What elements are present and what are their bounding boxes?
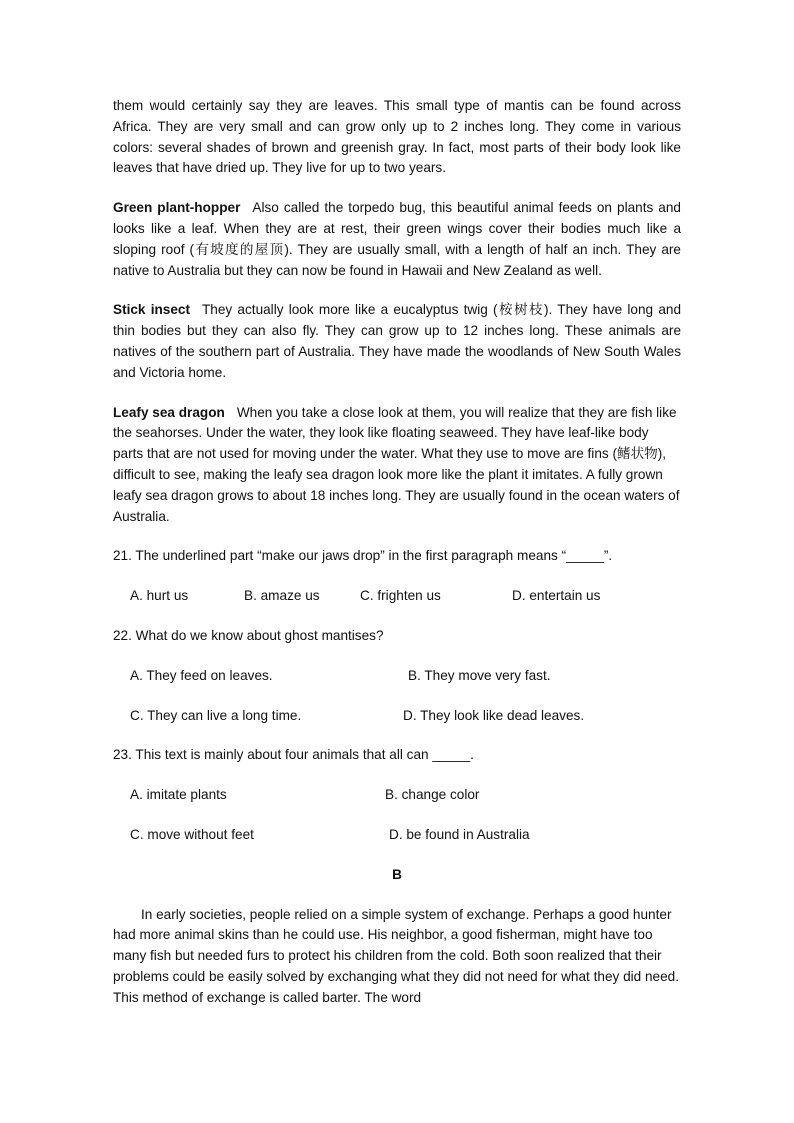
option-a: A. They feed on leaves. bbox=[130, 667, 273, 683]
question-22-stem: 22. What do we know about ghost mantises? bbox=[113, 627, 384, 643]
question-23-options-row2 bbox=[113, 825, 681, 846]
entry-stick-insect bbox=[113, 300, 681, 383]
intro-paragraph: them would certainly say they are leaves. This small type of mantis can be found across Africa. They are very small and can grow only up to 2 inches long. They come in various colors: several shades of brown and greenish gray. In fact, most parts of their body look like leaves that have dried up. They live for up to two years. bbox=[113, 98, 681, 176]
question-22-options-row1 bbox=[113, 666, 681, 687]
option-a: A. imitate plants bbox=[130, 787, 227, 803]
option-d: D. They look like dead leaves. bbox=[403, 707, 585, 723]
question-21-stem: 21. The underlined part “make our jaws drop” in the first paragraph means “_____”. bbox=[113, 548, 613, 564]
option-d: D. be found in Australia bbox=[389, 826, 530, 842]
option-a: A. hurt us bbox=[130, 588, 189, 604]
question-23-stem: 23. This text is mainly about four animals that all can _____. bbox=[113, 747, 474, 763]
option-c: C. frighten us bbox=[360, 588, 441, 604]
option-c: C. They can live a long time. bbox=[130, 707, 302, 723]
entry-term: Green plant-hopper bbox=[113, 200, 241, 216]
entry-term: Leafy sea dragon bbox=[113, 404, 225, 420]
section-b-heading: B bbox=[392, 866, 402, 882]
option-d: D. entertain us bbox=[512, 588, 601, 604]
entry-text: They actually look more like a eucalyptus twig (桉树枝). They have long and thin bodies but they can also fly. They can grow up to 12 inches long. These animals are natives of the southern part of Australia. They have made the woodlands of New South Wales and Victoria home. bbox=[113, 302, 682, 380]
entry-green-plant-hopper bbox=[113, 198, 681, 281]
question-23-options-row1 bbox=[113, 785, 681, 806]
entry-text: Also called the torpedo bug, this beautiful animal feeds on plants and looks like a leaf. When they are at rest, their green wings cover their bodies much like a sloping roof (有坡度的屋顶). They are usually small, with a length of half an inch. They are native to Australia but they can now be found in Hawaii and New Zealand as well. bbox=[113, 200, 681, 278]
section-b-paragraph: In early societies, people relied on a simple system of exchange. Perhaps a good hunter had more animal skins than he could use. His neighbor, a good fisherman, might have too many fish but needed furs to protect his children from the cold. Both soon realized that their problems could be easily solved by exchanging what they did not need for what they did need. This method of exchange is called barter. The word bbox=[113, 906, 680, 1005]
question-21-options bbox=[113, 586, 681, 607]
option-b: B. change color bbox=[385, 787, 480, 803]
option-c: C. move without feet bbox=[130, 826, 254, 842]
entry-text: When you take a close look at them, you will realize that they are fish like the seahorses. Under the water, they look like floating seaweed. They have leaf-like body parts that are not used for moving under the water. What they use to move are fins (鳍状物), difficult to see, making the leafy sea dragon look more like the plant it imitates. A fully grown leafy sea dragon grows to about 18 inches long. They are usually found in the ocean waters of Australia. bbox=[113, 404, 680, 524]
document-page bbox=[113, 96, 681, 1009]
option-b: B. They move very fast. bbox=[408, 667, 551, 683]
entry-term: Stick insect bbox=[113, 302, 190, 318]
option-b: B. amaze us bbox=[244, 588, 320, 604]
question-22-options-row2 bbox=[113, 706, 681, 727]
entry-leafy-sea-dragon bbox=[113, 403, 681, 528]
